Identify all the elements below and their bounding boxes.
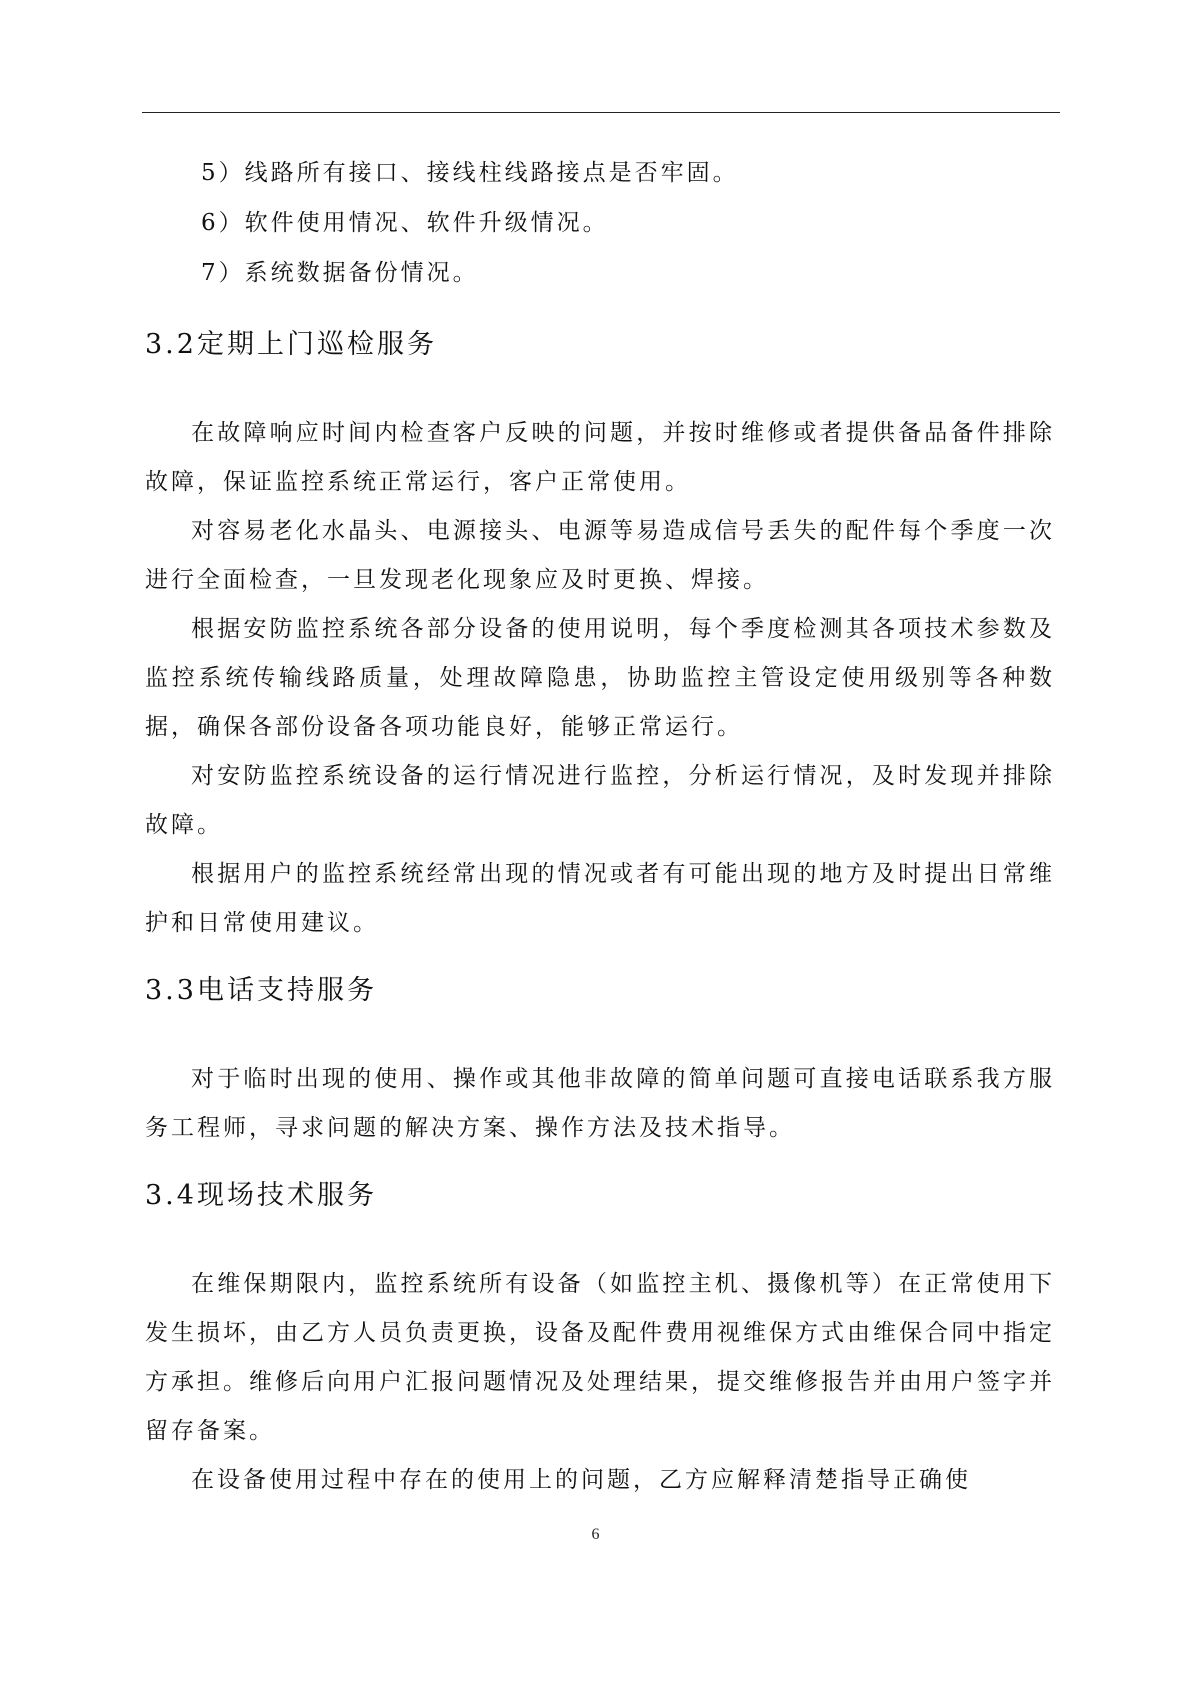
header-rule <box>142 112 1060 113</box>
page-number: 6 <box>591 1526 600 1543</box>
section-heading: 3.3电话支持服务 <box>145 975 377 1006</box>
paragraph: 在维保期限内，监控系统所有设备（如监控主机、摄像机等）在正常使用下发生损坏，由乙方人员负责更换，设备及配件费用视维保方式由维保合同中指定方承担。维修后向用户汇报问题情况及处理结果，提交维修报告并由用户签字并留存备案。 <box>145 1271 1055 1444</box>
section-heading: 3.4现场技术服务 <box>145 1180 377 1211</box>
paragraph: 在故障响应时间内检查客户反映的问题，并按时维修或者提供备品备件排除故障，保证监控系统正常运行，客户正常使用。 <box>145 420 1055 495</box>
list-item: 5）线路所有接口、接线柱线路接点是否牢固。 <box>201 160 739 186</box>
paragraph: 根据安防监控系统各部分设备的使用说明，每个季度检测其各项技术参数及监控系统传输线路质量，处理故障隐患，协助监控主管设定使用级别等各种数据，确保各部份设备各项功能良好，能够正常运行。 <box>145 616 1055 740</box>
list-item: 7）系统数据备份情况。 <box>201 260 479 286</box>
list-item: 6）软件使用情况、软件升级情况。 <box>201 210 609 236</box>
paragraph: 在设备使用过程中存在的使用上的问题，乙方应解释清楚指导正确使 <box>191 1467 971 1493</box>
section-heading: 3.2定期上门巡检服务 <box>145 329 437 360</box>
paragraph: 对安防监控系统设备的运行情况进行监控，分析运行情况，及时发现并排除故障。 <box>145 763 1055 838</box>
paragraph: 对容易老化水晶头、电源接头、电源等易造成信号丢失的配件每个季度一次进行全面检查，一旦发现老化现象应及时更换、焊接。 <box>145 518 1055 593</box>
paragraph: 对于临时出现的使用、操作或其他非故障的简单问题可直接电话联系我方服务工程师，寻求问题的解决方案、操作方法及技术指导。 <box>145 1066 1055 1141</box>
page-content <box>145 148 1055 1505</box>
paragraph: 根据用户的监控系统经常出现的情况或者有可能出现的地方及时提出日常维护和日常使用建议。 <box>145 861 1055 936</box>
